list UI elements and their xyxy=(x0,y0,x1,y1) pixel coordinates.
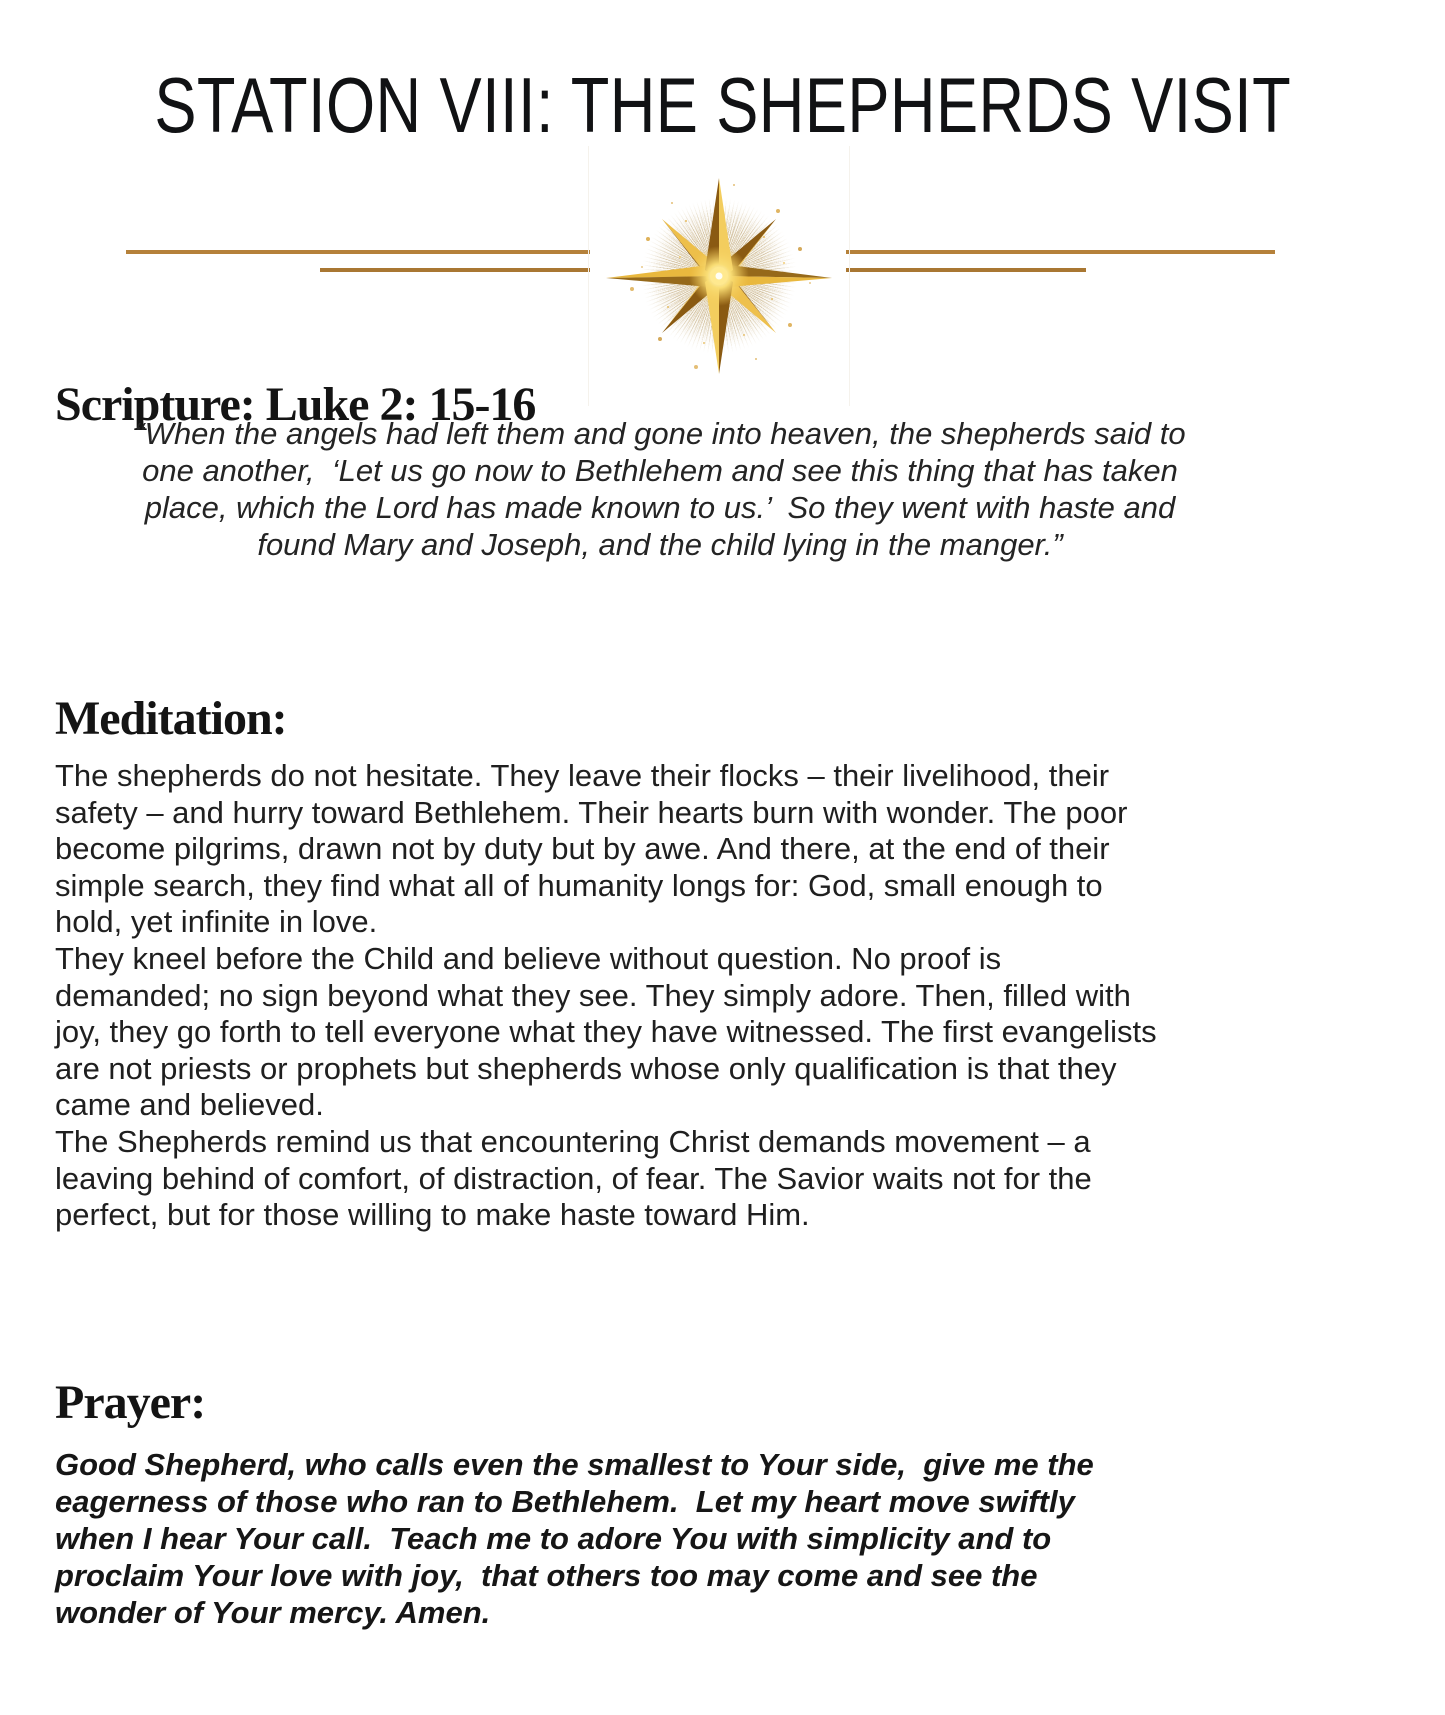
divider-line-right-top xyxy=(846,250,1275,254)
meditation-line: The shepherds do not hesitate. They leave their flocks – their livelihood, their xyxy=(55,758,1110,793)
meditation-line: simple search, they find what all of humanity longs for: God, small enough to xyxy=(55,867,1103,903)
divider-line-left-top xyxy=(126,250,590,254)
meditation-line: They kneel before the Child and believe without question. No proof is xyxy=(55,940,1002,976)
meditation-line: hold, yet infinite in love. xyxy=(55,904,378,940)
divider-line-left-bottom xyxy=(320,268,590,272)
meditation-line: are not priests or prophets but shepherds whose only qualification is that they xyxy=(55,1050,1117,1086)
meditation-line: become pilgrims, drawn not by duty but by awe. And there, at the end of their xyxy=(55,831,1110,867)
prayer-line: eagerness of those who ran to Bethlehem. Let my heart move swiftly xyxy=(55,1484,1075,1519)
meditation-text xyxy=(55,758,1415,1234)
prayer-line: wonder of Your mercy. Amen. xyxy=(55,1595,491,1630)
page-title xyxy=(0,61,1445,149)
star-spikes xyxy=(589,146,849,406)
meditation-line: safety – and hurry toward Bethlehem. Their hearts burn with wonder. The poor xyxy=(55,794,1128,830)
meditation-line: joy, they go forth to tell everyone what they have witnessed. The first evangelists xyxy=(55,1014,1157,1050)
meditation-line: The Shepherds remind us that encountering Christ demands movement – a xyxy=(55,1123,1091,1159)
prayer-line: when I hear Your call. Teach me to adore You with simplicity and to xyxy=(55,1521,1052,1556)
divider-line-right-bottom xyxy=(846,268,1086,272)
quote-line: “When the angels had left them and gone into heaven, the shepherds said to xyxy=(134,416,1186,451)
meditation-line: came and believed. xyxy=(55,1087,324,1123)
meditation-line: perfect, but for those willing to make haste toward Him. xyxy=(55,1197,810,1233)
meditation-heading: Meditation: xyxy=(55,691,287,745)
prayer-text xyxy=(55,1446,1285,1631)
meditation-line: demanded; no sign beyond what they see. They simply adore. Then, filled with xyxy=(55,977,1131,1013)
quote-line: place, which the Lord has made known to us.’ So they went with haste and xyxy=(144,490,1176,525)
quote-line: one another, ‘Let us go now to Bethlehem and see this thing that has taken xyxy=(142,453,1178,488)
quote-line: found Mary and Joseph, and the child lying in the manger.” xyxy=(257,527,1063,562)
page-title-text: STATION VIII: THE SHEPHERDS VISIT xyxy=(154,61,1291,149)
scripture-quote xyxy=(40,415,1280,563)
prayer-line: Good Shepherd, who calls even the smallest to Your side, give me the xyxy=(55,1447,1094,1482)
meditation-line: leaving behind of comfort, of distraction, of fear. The Savior waits not for the xyxy=(55,1160,1092,1196)
prayer-line: proclaim Your love with joy, that others too may come and see the xyxy=(55,1558,1038,1593)
prayer-heading: Prayer: xyxy=(55,1375,206,1429)
star-of-bethlehem-icon xyxy=(588,146,850,406)
scripture-heading: Scripture: Luke 2: 15-16 xyxy=(55,377,536,431)
